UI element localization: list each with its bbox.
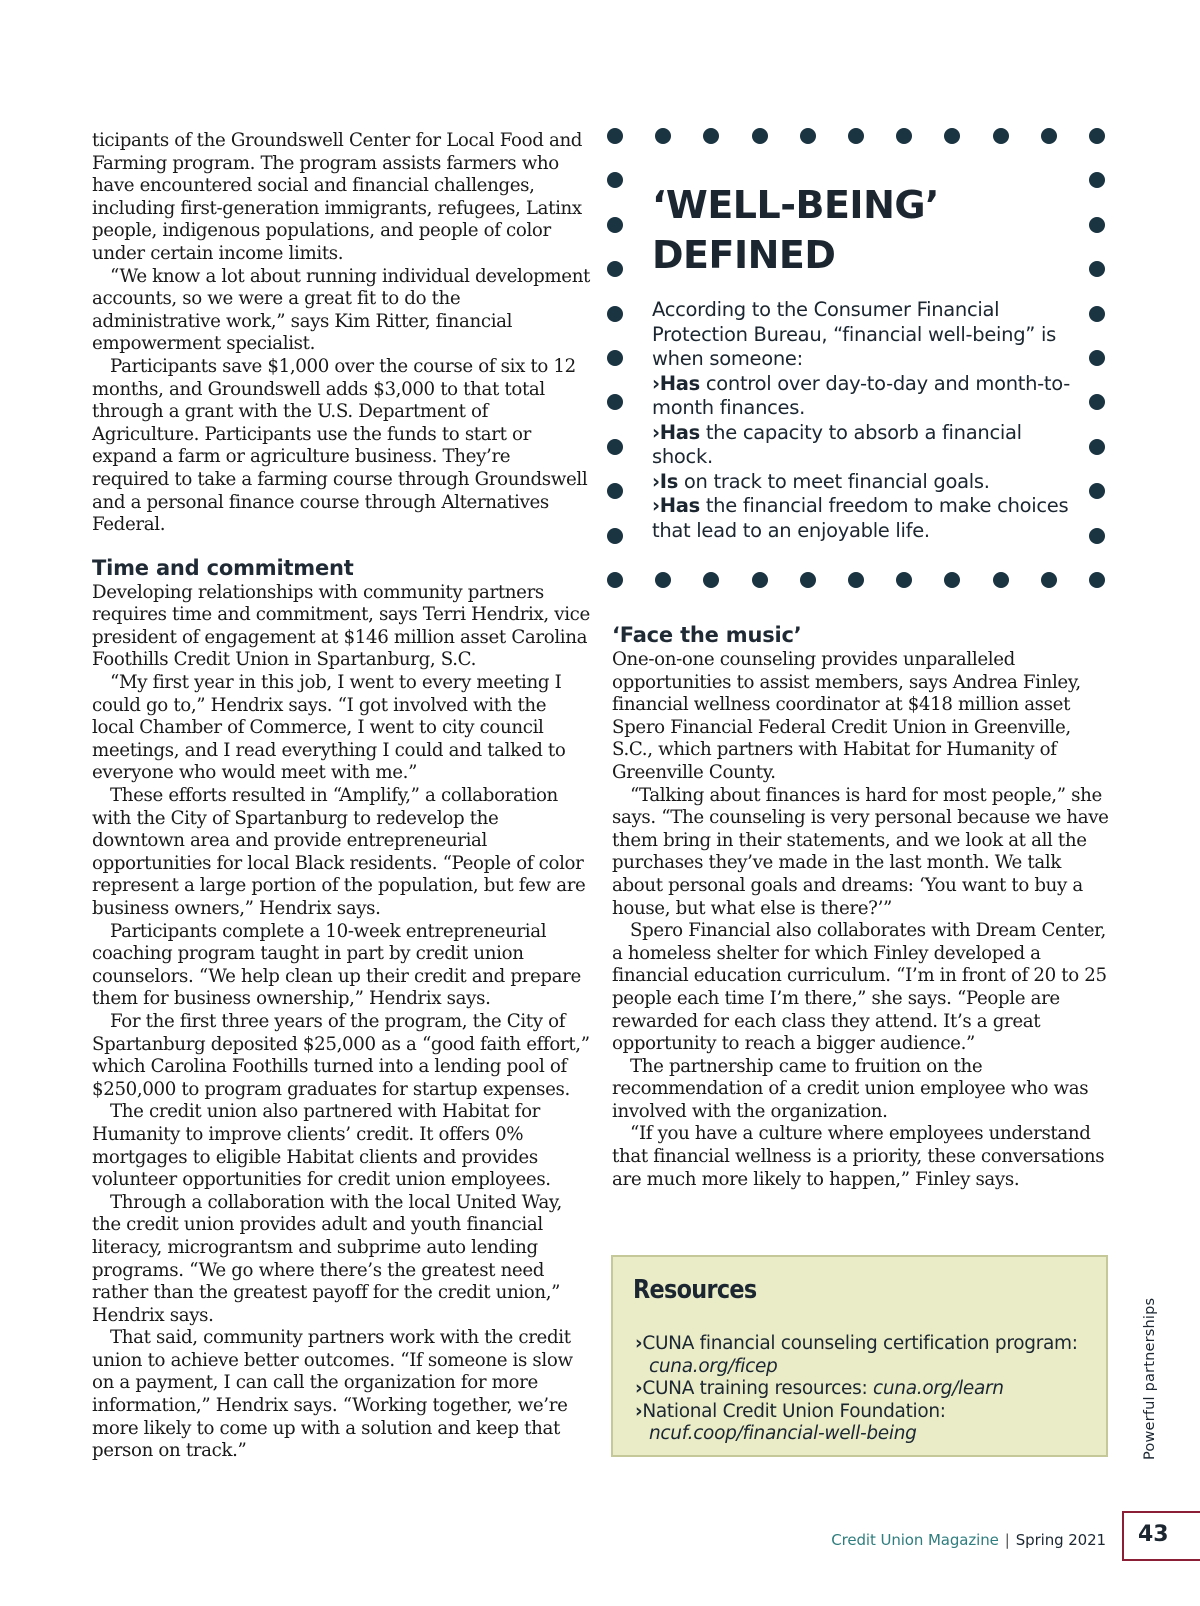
bullet-arrow-icon: › <box>635 1400 643 1422</box>
frame-dot <box>607 572 623 588</box>
paragraph: Spero Financial also collaborates with Dream Center, a homeless shelter for which Finley developed a financial education curriculum. “I’m in front of 20 to 25 people each time I’m there,” she says. “People are rewarded for each class they attend. It’s a great opportunity to reach a bigger audience.” <box>612 920 1107 1055</box>
frame-dot <box>607 172 623 188</box>
frame-dot <box>1089 217 1105 233</box>
frame-dot <box>1089 350 1105 366</box>
frame-dot <box>1089 306 1105 322</box>
bullet-arrow-icon: › <box>652 494 660 517</box>
bullet-arrow-icon: › <box>652 420 660 444</box>
paragraph: One-on-one counseling provides unparalleled opportunities to assist members, says Andrea Finley, financial wellness coordinator at $418 million asset Spero Financial Federal Credit Union in Greenville, S.C., which partners with Habitat for Humanity of Greenville County. <box>612 649 1081 783</box>
frame-dot <box>607 350 623 366</box>
paragraph: Through a collaboration with the local United Way, the credit union provides adult and youth financial literacy, micrograntsm and subprime auto lending programs. “We go where there’s the greatest need rather than the greatest payoff for the credit union,” Hendrix says. <box>92 1191 562 1326</box>
frame-dot <box>607 439 623 455</box>
footer <box>800 1531 1106 1549</box>
subhead-time-and-commitment: Time and commitment <box>92 555 354 580</box>
footer-separator: | <box>1004 1531 1010 1549</box>
well-being-title <box>652 180 1072 280</box>
paragraph: “Talking about finances is hard for most people,” she says. “The counseling is very personal because we have them bring in their statements, and we look at all the purchases they’ve made in the last month. We talk about personal goals and dreams: ‘You want to buy a house, but what else is there?’” <box>612 784 1109 919</box>
paragraph: Developing relationships with community partners requires time and commitment, says Terri Hendrix, vice president of engagement at $146 million asset Carolina Foothills Credit Union in Spartanburg, S.C. <box>92 581 590 671</box>
well-being-bullet: ›Has the financial freedom to make choices that lead to an enjoyable life. <box>652 494 1069 542</box>
magazine-name: Credit Union Magazine <box>831 1531 999 1549</box>
frame-dot <box>800 128 816 144</box>
frame-dot <box>896 572 912 588</box>
frame-dot <box>1089 172 1105 188</box>
frame-dot <box>607 261 623 277</box>
frame-dot <box>607 306 623 322</box>
frame-dot <box>703 128 719 144</box>
frame-dot <box>752 572 768 588</box>
paragraph: For the first three years of the program, the City of Spartanburg deposited $25,000 as a “good faith effort,” which Carolina Foothills turned into a lending pool of $250,000 to program graduates for startup expenses. <box>92 1010 590 1100</box>
resource-item: ›CUNA financial counseling certification program: cuna.org/ficep <box>635 1333 1078 1377</box>
left-column <box>92 130 590 1463</box>
page-number: 43 <box>1122 1511 1200 1561</box>
well-being-body <box>652 298 1077 543</box>
paragraph: That said, community partners work with the credit union to achieve better outcomes. “If someone is slow on a payment, I can call the organization for more information,” Hendrix says. “Working together, we’re more likely to come up with a solution and keep that person on track.” <box>92 1327 573 1462</box>
paragraph: Participants save $1,000 over the course of six to 12 months, and Groundswell adds $3,000 to that total through a grant with the U.S. Department of Agriculture. Participants use the funds to start or expand a farm or agriculture business. They’re required to take a farming course through Groundswell and a personal finance course through Alternatives Federal. <box>92 355 588 536</box>
title-line: DEFINED <box>652 233 836 277</box>
bullet-arrow-icon: › <box>635 1378 643 1399</box>
resources-list <box>635 1333 1095 1446</box>
resource-link[interactable]: cuna.org/learn <box>872 1378 1004 1399</box>
frame-dot <box>1041 128 1057 144</box>
frame-dot <box>607 528 623 544</box>
resources-box <box>611 1255 1108 1457</box>
frame-dot <box>993 128 1009 144</box>
paragraph: “My first year in this job, I went to every meeting I could go to,” Hendrix says. “I got involved with the local Chamber of Commerce, I went to city council meetings, and I read everything I could and talked to everyone who would meet with me.” <box>92 672 566 784</box>
frame-dot <box>1089 439 1105 455</box>
frame-dot <box>607 483 623 499</box>
resource-link[interactable]: cuna.org/ficep <box>649 1355 778 1377</box>
frame-dot <box>896 128 912 144</box>
frame-dot <box>848 572 864 588</box>
section-side-label: Powerful partnerships <box>1142 1297 1158 1460</box>
resource-item: ›CUNA training resources: cuna.org/learn <box>635 1378 1004 1399</box>
well-being-bullet: ›Has the capacity to absorb a financial shock. <box>652 420 1022 468</box>
frame-dot <box>607 217 623 233</box>
frame-dot <box>607 128 623 144</box>
paragraph: “If you have a culture where employees understand that financial wellness is a priority, these conversations are much more likely to happen,” Finley says. <box>612 1123 1105 1190</box>
frame-dot <box>848 128 864 144</box>
frame-dot <box>1089 261 1105 277</box>
resource-item: ›National Credit Union Foundation: ncuf.coop/financial-well-being <box>635 1400 946 1444</box>
right-column <box>612 622 1110 1191</box>
bullet-arrow-icon: › <box>652 371 660 395</box>
subhead-face-the-music: ‘Face the music’ <box>612 623 802 647</box>
frame-dot <box>703 572 719 588</box>
frame-dot <box>752 128 768 144</box>
frame-dot <box>944 128 960 144</box>
paragraph: These efforts resulted in “Amplify,” a collaboration with the City of Spartanburg to redevelop the downtown area and provide entrepreneurial opportunities for local Black residents. “People of color represent a large portion of the population, but few are business owners,” Hendrix says. <box>92 785 586 919</box>
paragraph: ticipants of the Groundswell Center for Local Food and Farming program. The program assists farmers who have encountered social and financial challenges, including first-generation immigrants, refugees, Latinx people, indigenous populations, and people of color under certain income limits. <box>92 130 583 264</box>
paragraph: Participants complete a 10-week entrepreneurial coaching program taught in part by credit union counselors. “We help clean up their credit and prepare them for business ownership,” Hendrix says. <box>92 920 581 1010</box>
frame-dot <box>1041 572 1057 588</box>
issue-date: Spring 2021 <box>1015 1531 1106 1549</box>
title-line: ‘WELL-BEING’ <box>652 183 939 227</box>
paragraph: The partnership came to fruition on the recommendation of a credit union employee who was involved with the organization. <box>612 1055 1089 1122</box>
well-being-intro: According to the Consumer Financial Protection Bureau, “financial well-being” is when someone: <box>652 298 1056 370</box>
well-being-bullet: ›Is on track to meet financial goals. <box>652 469 990 493</box>
frame-dot <box>1089 483 1105 499</box>
frame-dot <box>993 572 1009 588</box>
frame-dot <box>800 572 816 588</box>
resources-title: Resources <box>633 1275 757 1305</box>
well-being-bullet: ›Has control over day-to-day and month-to-month finances. <box>652 371 1070 419</box>
bullet-arrow-icon: › <box>652 469 660 493</box>
frame-dot <box>655 128 671 144</box>
frame-dot <box>1089 572 1105 588</box>
resource-link[interactable]: ncuf.coop/financial-well-being <box>649 1423 917 1444</box>
frame-dot <box>655 572 671 588</box>
frame-dot <box>1089 128 1105 144</box>
frame-dot <box>1089 528 1105 544</box>
frame-dot <box>607 394 623 410</box>
bullet-arrow-icon: › <box>635 1333 643 1354</box>
frame-dot <box>1089 394 1105 410</box>
frame-dot <box>944 572 960 588</box>
paragraph: The credit union also partnered with Habitat for Humanity to improve clients’ credit. It offers 0% mortgages to eligible Habitat clients and provides volunteer opportunities for credit union employees. <box>92 1101 551 1191</box>
paragraph: “We know a lot about running individual development accounts, so we were a great fit to do the administrative work,” says Kim Ritter, financial empowerment specialist. <box>92 265 591 355</box>
